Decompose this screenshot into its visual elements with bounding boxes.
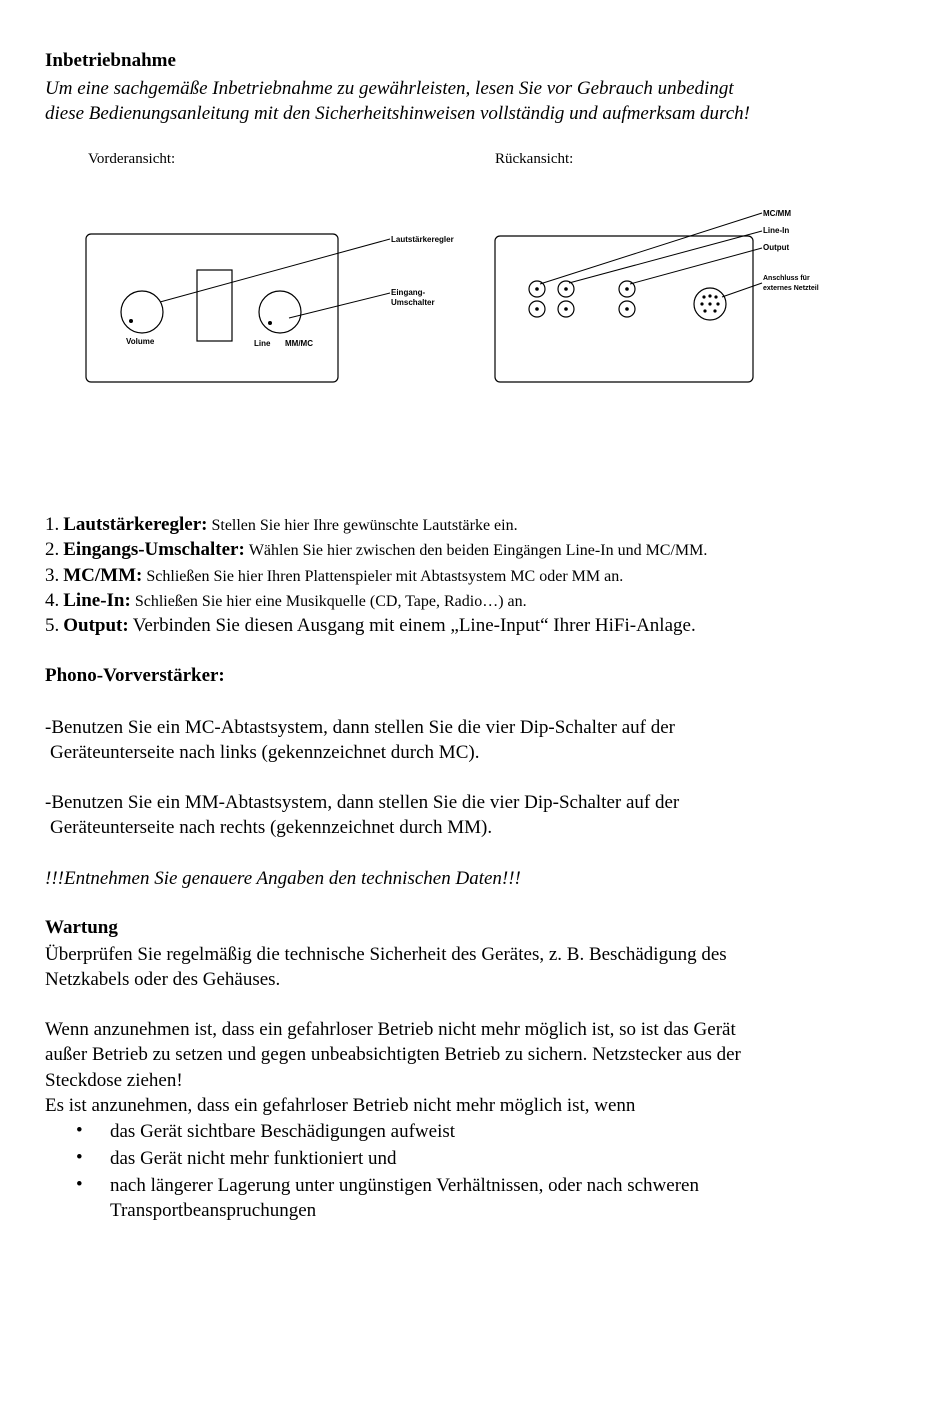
leader-power bbox=[722, 283, 762, 297]
output-jacks bbox=[619, 281, 635, 317]
bullet-marker: • bbox=[76, 1147, 83, 1168]
section-title-inbetriebnahme: Inbetriebnahme bbox=[45, 50, 176, 71]
section-title-phono: Phono-Vorverstärker: bbox=[45, 665, 225, 686]
label-mc-mm: MC/MM bbox=[763, 209, 791, 218]
feature-item-3: 3. MC/MM: Schließen Sie hier Ihren Plattenspieler mit Abtastsystem MC oder MM an. bbox=[45, 565, 624, 586]
label-power-1: Anschluss für bbox=[763, 275, 810, 282]
phono-mm-line-2: Geräteunterseite nach rechts (gekennzeichnet durch MM). bbox=[50, 817, 493, 838]
bullet-marker: • bbox=[76, 1120, 83, 1141]
feature-item-2: 2. Eingangs-Umschalter: Wählen Sie hier zwischen den beiden Eingängen Line-In und MC/MM. bbox=[45, 539, 708, 560]
phono-mm-line-1: -Benutzen Sie ein MM-Abtastsystem, dann stellen Sie die vier Dip-Schalter auf der bbox=[45, 792, 680, 813]
label-power-2: externes Netzteil bbox=[763, 285, 819, 292]
maintenance-p2-line-2: außer Betrieb zu setzen und gegen unbeabsichtigten Betrieb zu sichern. Netzstecker aus der bbox=[45, 1044, 741, 1065]
maintenance-p1-line-2: Netzkabels oder des Gehäuses. bbox=[45, 969, 281, 990]
leader-output bbox=[630, 248, 762, 284]
front-view-caption: Vorderansicht: bbox=[88, 151, 176, 167]
maintenance-p2-line-1: Wenn anzunehmen ist, dass ein gefahrloser Betrieb nicht mehr möglich ist, so ist das Gerät bbox=[45, 1019, 736, 1040]
intro-line-2: diese Bedienungsanleitung mit den Sicherheitshinweisen vollständig und aufmerksam durch! bbox=[45, 103, 751, 124]
power-connector bbox=[694, 288, 726, 320]
leader-mc-mm bbox=[540, 213, 762, 284]
maintenance-p2-line-3: Steckdose ziehen! bbox=[45, 1070, 183, 1091]
rear-panel-outline bbox=[495, 236, 753, 382]
maintenance-p1-line-1: Überprüfen Sie regelmäßig die technische Sicherheit des Gerätes, z. B. Beschädigung des bbox=[45, 944, 727, 965]
section-title-wartung: Wartung bbox=[45, 917, 118, 938]
label-volume-control: Lautstärkeregler bbox=[391, 235, 454, 244]
label-input-switch-1: Eingang- bbox=[391, 288, 426, 297]
label-line-in: Line-In bbox=[763, 226, 790, 235]
feature-item-5: 5. Output: Verbinden Sie diesen Ausgang mit einem „Line-Input“ Ihrer HiFi-Anlage. bbox=[45, 615, 696, 636]
label-line: Line bbox=[254, 339, 271, 348]
label-volume: Volume bbox=[126, 337, 155, 346]
label-output: Output bbox=[763, 243, 790, 252]
feature-item-1: 1. Lautstärkeregler: Stellen Sie hier Ihre gewünschte Lautstärke ein. bbox=[45, 514, 518, 535]
intro-line-1: Um eine sachgemäße Inbetriebnahme zu gewährleisten, lesen Sie vor Gebrauch unbedingt bbox=[45, 78, 734, 99]
label-mm-mc: MM/MC bbox=[285, 339, 313, 348]
phono-note: !!!Entnehmen Sie genauere Angaben den technischen Daten!!! bbox=[45, 868, 521, 889]
rear-view-caption: Rückansicht: bbox=[495, 151, 574, 167]
label-input-switch-2: Umschalter bbox=[391, 298, 435, 307]
feature-item-4: 4. Line-In: Schließen Sie hier eine Musikquelle (CD, Tape, Radio…) an. bbox=[45, 590, 527, 611]
phono-mc-line-1: -Benutzen Sie ein MC-Abtastsystem, dann stellen Sie die vier Dip-Schalter auf der bbox=[45, 717, 676, 738]
rear-view-diagram bbox=[0, 0, 950, 420]
maintenance-bullet-3-continued: Transportbeanspruchungen bbox=[110, 1200, 317, 1221]
leader-line-in bbox=[569, 231, 762, 283]
maintenance-bullet-1: das Gerät sichtbare Beschädigungen aufweist bbox=[110, 1121, 456, 1142]
maintenance-p3: Es ist anzunehmen, dass ein gefahrloser Betrieb nicht mehr möglich ist, wenn bbox=[45, 1095, 636, 1116]
maintenance-bullet-3: nach längerer Lagerung unter ungünstigen Verhältnissen, oder nach schweren bbox=[110, 1175, 699, 1196]
line-in-jacks bbox=[558, 281, 574, 317]
phono-mc-line-2: Geräteunterseite nach links (gekennzeichnet durch MC). bbox=[50, 742, 480, 763]
bullet-marker: • bbox=[76, 1174, 83, 1195]
mc-mm-jacks bbox=[529, 281, 545, 317]
maintenance-bullet-2: das Gerät nicht mehr funktioniert und bbox=[110, 1148, 397, 1169]
